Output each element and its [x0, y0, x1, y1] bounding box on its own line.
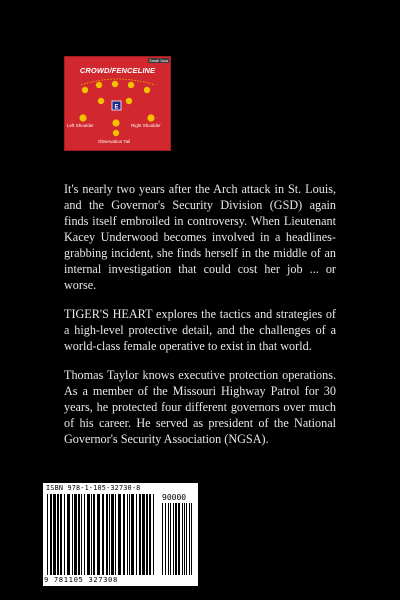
tail-marker — [112, 119, 119, 126]
barcode-bar — [109, 494, 110, 576]
barcode-bar — [186, 503, 187, 575]
barcode-bar — [91, 494, 92, 576]
barcode-bar — [189, 503, 190, 575]
observation-tail-marker — [113, 130, 119, 136]
small-tag: Small Swa — [149, 58, 168, 63]
agent-marker — [98, 98, 104, 104]
agent-marker — [126, 98, 132, 104]
barcode-bar — [93, 494, 95, 576]
barcode-bar — [84, 494, 85, 576]
barcode-bar — [129, 494, 130, 576]
left-shoulder-marker — [79, 114, 86, 121]
isbn-text: ISBN 978-1-105-32730-8 — [46, 484, 141, 492]
barcode-bar — [127, 494, 128, 576]
barcode-bar — [136, 494, 137, 576]
barcode-bar — [50, 494, 52, 576]
barcode-bar — [142, 494, 145, 576]
agent-marker — [144, 87, 150, 93]
barcode-bar — [102, 494, 104, 576]
barcode-bar — [111, 494, 114, 576]
barcode-bar — [60, 494, 62, 576]
barcode-bar — [67, 494, 70, 576]
barcode-bar — [153, 494, 154, 576]
barcode-bar — [170, 503, 171, 575]
barcode-digits: 9 781105 327308 — [44, 575, 159, 584]
barcode-bar — [139, 494, 141, 576]
blurb-paragraph: It's nearly two years after the Arch attack in St. Louis, and the Governor's Security Division (GSD) again finds itself embroiled in controversy. When Lieutenant Kacey Underwood becomes involved in a headlines-grabbing incident, she finds herself in the middle of an internal investigation that could cost her job ... or worse. — [64, 182, 336, 292]
barcode-bar — [74, 494, 77, 576]
author-bio: Thomas Taylor knows executive protection operations. As a member of the Missouri Highway Patrol for 30 years, he protected four different governors over much of his career. He served as president of the National Governor's Security Association (NGSA). — [64, 368, 336, 446]
barcode-bar — [168, 503, 169, 575]
barcode-bar — [118, 494, 121, 576]
left-shoulder-label: Left Shoulder — [67, 123, 94, 128]
barcode-bar — [78, 494, 80, 576]
right-shoulder-label: Right Shoulder — [131, 123, 161, 128]
agent-marker — [96, 82, 102, 88]
barcode-bar — [191, 503, 192, 575]
barcode-bar — [81, 494, 82, 576]
cover-banner: CROWD/FENCELINE — [79, 66, 156, 75]
barcode-bar — [64, 494, 65, 576]
barcode-bar — [106, 494, 108, 576]
addon-barcode-bars — [161, 503, 195, 575]
barcode-bar — [53, 494, 56, 576]
barcode-bar — [87, 494, 90, 576]
blurb-paragraph: TIGER'S HEART explores the tactics and strategies of a high-level protective detail, and the challenges of a world-class female operative to exist in that world. — [64, 307, 336, 353]
back-cover-blurb — [64, 181, 336, 460]
barcode-bars — [46, 494, 158, 576]
isbn-barcode — [43, 483, 198, 586]
barcode-bar — [173, 503, 174, 575]
barcode-bar — [115, 494, 116, 576]
barcode-bar — [162, 503, 163, 575]
barcode-bar — [149, 494, 151, 576]
agent-marker — [112, 81, 118, 87]
barcode-bar — [175, 503, 177, 575]
barcode-bar — [178, 503, 180, 575]
barcode-bar — [182, 503, 183, 575]
price-code: 90000 — [162, 493, 187, 502]
barcode-bar — [97, 494, 100, 576]
barcode-bar — [47, 494, 48, 576]
protectee-letter: E — [114, 104, 119, 111]
observation-tail-label: Observation Tail — [98, 139, 131, 144]
agent-marker — [128, 82, 134, 88]
cover-thumbnail — [64, 56, 171, 151]
barcode-bar — [131, 494, 134, 576]
barcode-bar — [72, 494, 73, 576]
barcode-bar — [165, 503, 166, 575]
barcode-bar — [146, 494, 148, 576]
agent-marker — [82, 87, 88, 93]
barcode-bar — [123, 494, 125, 576]
right-shoulder-marker — [147, 114, 154, 121]
barcode-bar — [57, 494, 59, 576]
barcode-bar — [184, 503, 185, 575]
